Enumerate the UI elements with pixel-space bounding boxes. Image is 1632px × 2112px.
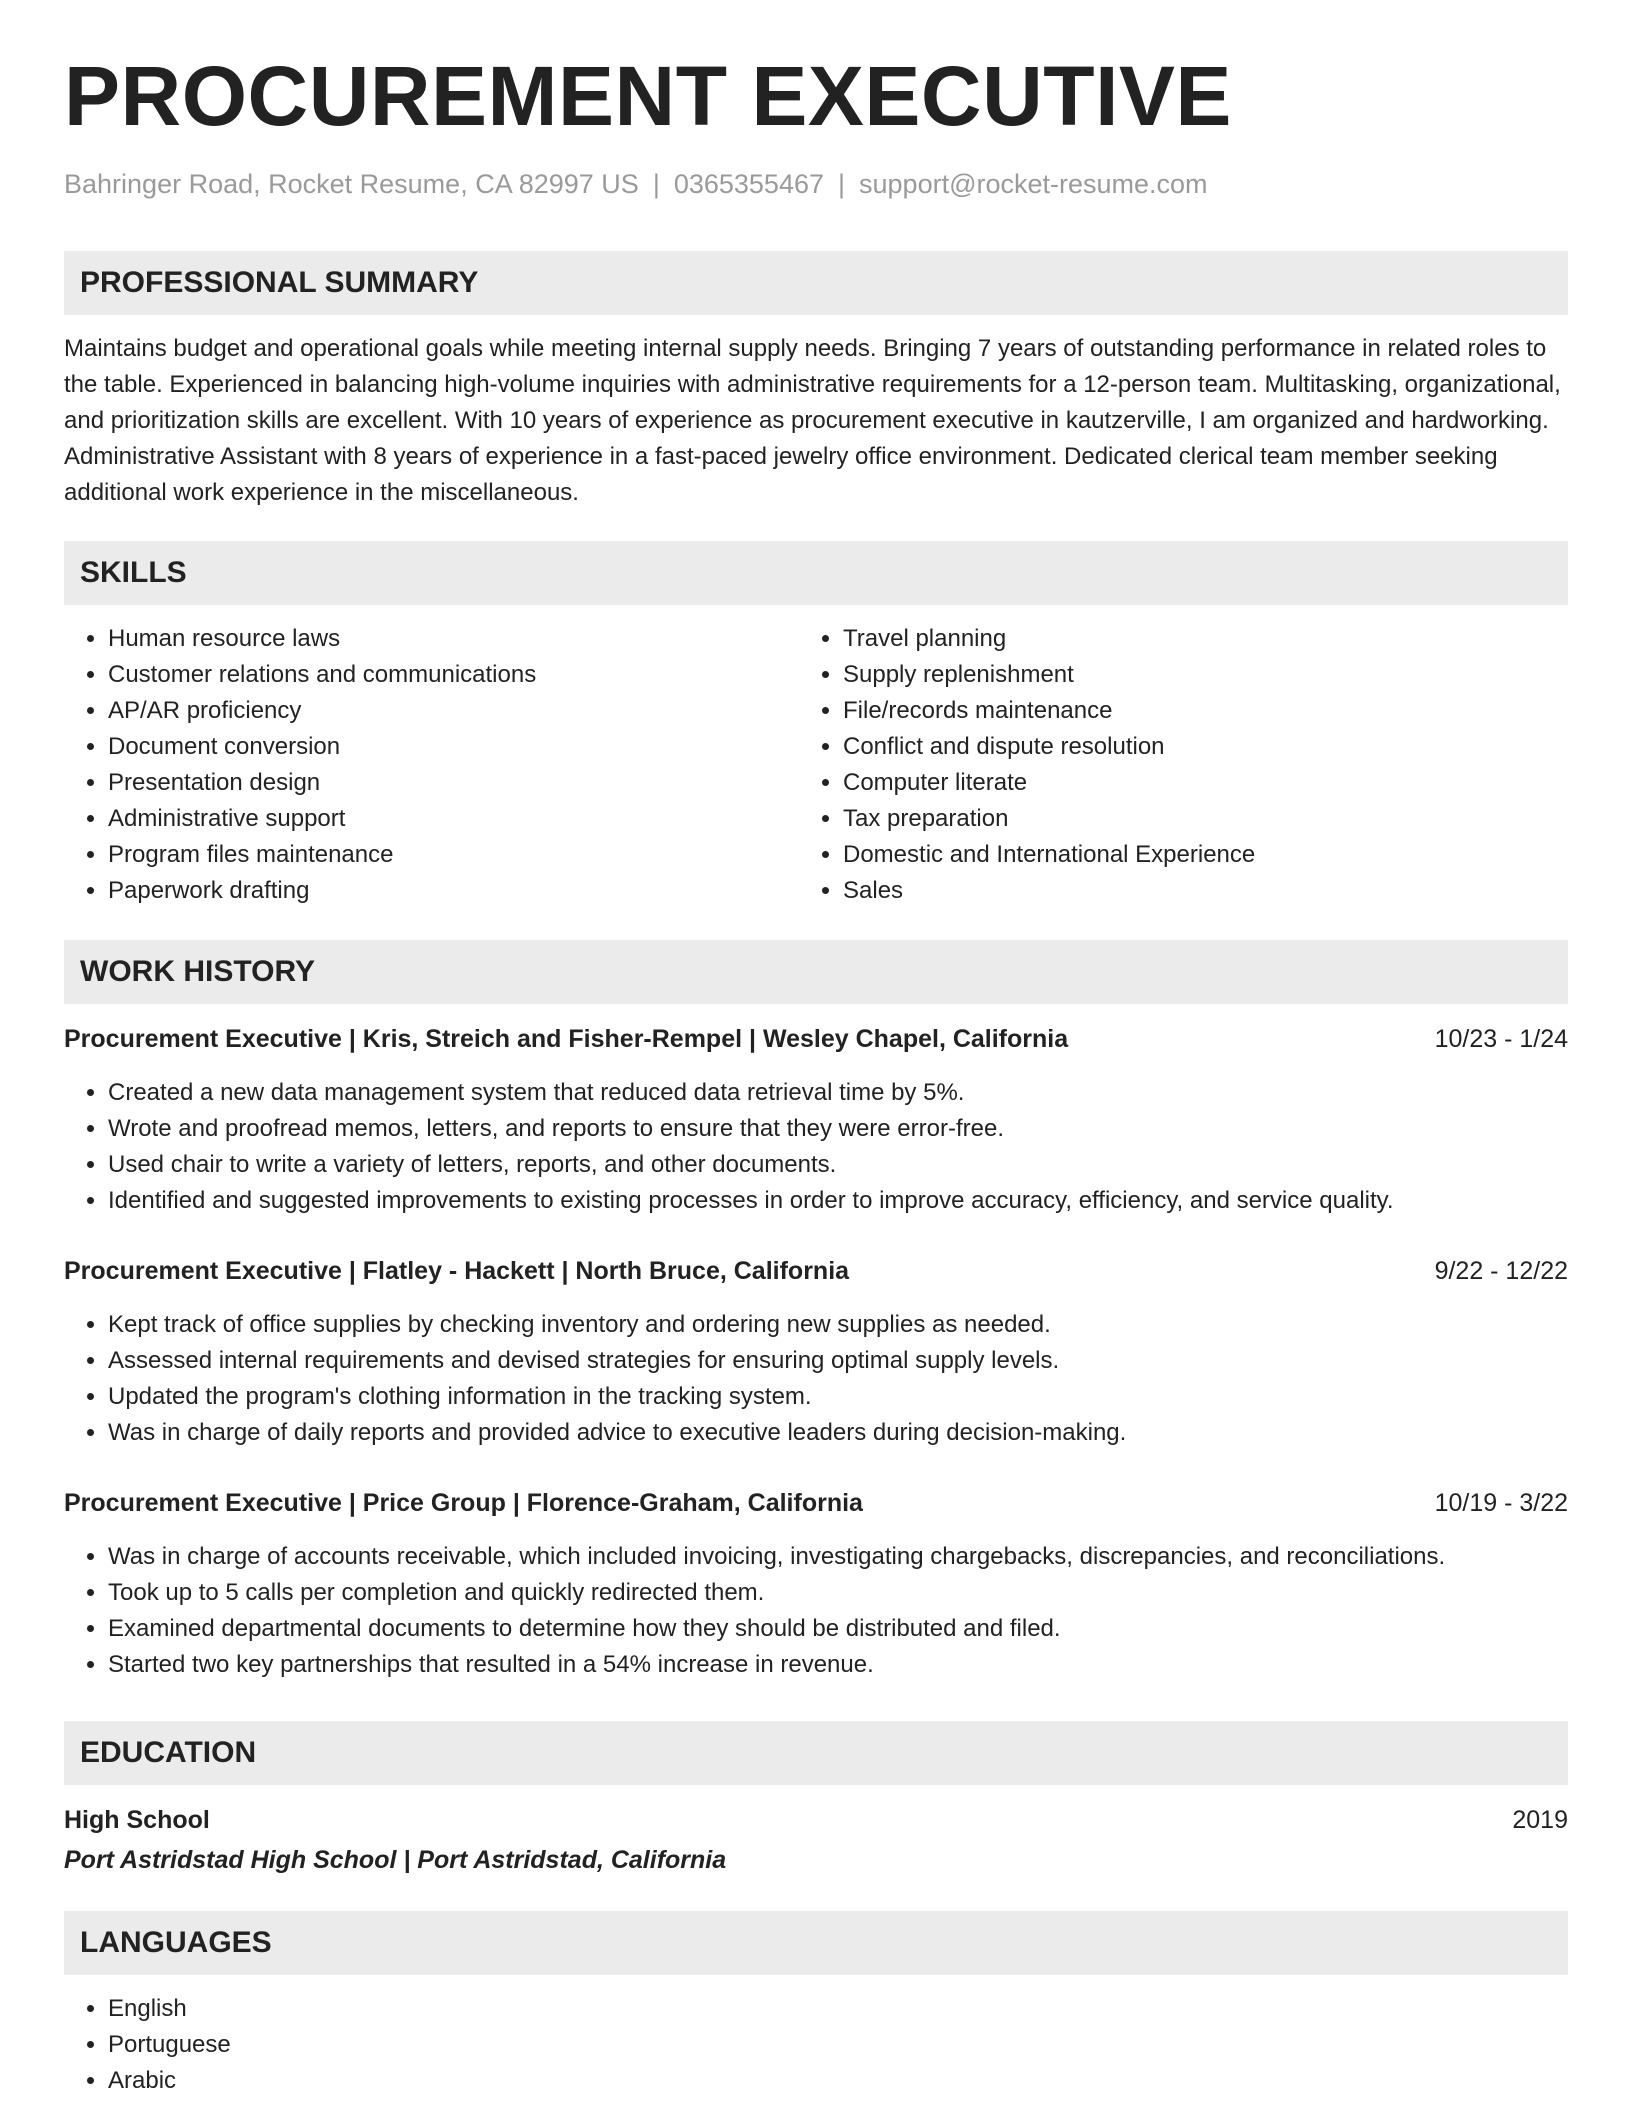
education-degree: High School [64,1806,210,1834]
language-item: • English [108,1991,231,2027]
skill-item: • Conflict and dispute resolution [843,729,1255,765]
job-bullet: • Started two key partnerships that resulted in a 54% increase in revenue. [108,1647,1445,1683]
skills-list-right [799,621,1255,909]
job-bullet: • Was in charge of accounts receivable, which included invoicing, investigating chargebacks, discrepancies, and reconciliations. [108,1539,1445,1575]
summary-heading: PROFESSIONAL SUMMARY [64,251,1568,315]
job-title: Procurement Executive | Price Group | Florence-Graham, California [64,1489,863,1517]
job-bullet: • Was in charge of daily reports and provided advice to executive leaders during decision-making. [108,1415,1126,1451]
work-heading: WORK HISTORY [64,940,1568,1004]
job-bullet: • Examined departmental documents to determine how they should be distributed and filed. [108,1611,1445,1647]
job-bullets [64,1075,1394,1219]
contact-separator: | [838,169,846,199]
skill-item: • Domestic and International Experience [843,837,1255,873]
contact-phone: 0365355467 [673,169,824,199]
job-bullets [64,1539,1445,1683]
summary-text: Maintains budget and operational goals while meeting internal supply needs. Bringing 7 years of outstanding performance in related roles to the table. Experienced in balancing high-volume inquiries with administrative requirements for a 12-person team. Multitasking, organizational, and prioritization skills are excellent. With 10 years of experience as procurement executive in kautzerville, I am organized and hardworking. Administrative Assistant with 8 years of experience in a fast-paced jewelry office environment. Dedicated clerical team member seeking additional work experience in the miscellaneous. [64,335,1561,506]
skill-item: • Document conversion [108,729,536,765]
job-dates: 9/22 - 12/22 [1434,1257,1568,1285]
job-dates: 10/23 - 1/24 [1434,1025,1568,1053]
language-item: • Portuguese [108,2027,231,2063]
job-title: Procurement Executive | Flatley - Hackett | North Bruce, California [64,1257,850,1285]
job-bullets [64,1307,1126,1451]
contact-address: Bahringer Road, Rocket Resume, CA 82997 US [64,169,639,199]
contact-line [64,168,1208,200]
languages-list [64,1991,231,2099]
skill-item: • Sales [843,873,1255,909]
languages-heading: LANGUAGES [64,1911,1568,1975]
skills-heading: SKILLS [64,541,1568,605]
skill-item: • AP/AR proficiency [108,693,536,729]
contact-separator: | [652,169,660,199]
skill-item: • Computer literate [843,765,1255,801]
job-bullet: • Wrote and proofread memos, letters, and reports to ensure that they were error-free. [108,1111,1394,1147]
skill-item: • File/records maintenance [843,693,1255,729]
skill-item: • Customer relations and communications [108,657,536,693]
skill-item: • Administrative support [108,801,536,837]
skill-item: • Presentation design [108,765,536,801]
job-bullet: • Assessed internal requirements and devised strategies for ensuring optimal supply levels. [108,1343,1126,1379]
skill-item: • Supply replenishment [843,657,1255,693]
contact-email: support@rocket-resume.com [859,169,1208,199]
skill-item: • Paperwork drafting [108,873,536,909]
job-dates: 10/19 - 3/22 [1434,1489,1568,1517]
skill-item: • Travel planning [843,621,1255,657]
skill-item: • Program files maintenance [108,837,536,873]
job-bullet: • Identified and suggested improvements to existing processes in order to improve accuracy, efficiency, and service quality. [108,1183,1394,1219]
job-title: Procurement Executive | Kris, Streich and Fisher-Rempel | Wesley Chapel, California [64,1025,1069,1053]
job-bullet: • Created a new data management system that reduced data retrieval time by 5%. [108,1075,1394,1111]
education-year: 2019 [1512,1806,1568,1834]
language-item: • Arabic [108,2063,231,2099]
skill-item: • Tax preparation [843,801,1255,837]
job-bullet: • Updated the program's clothing information in the tracking system. [108,1379,1126,1415]
education-school: Port Astridstad High School | Port Astridstad, California [64,1846,727,1874]
job-bullet: • Used chair to write a variety of letters, reports, and other documents. [108,1147,1394,1183]
job-bullet: • Took up to 5 calls per completion and quickly redirected them. [108,1575,1445,1611]
skill-item: • Human resource laws [108,621,536,657]
education-heading: EDUCATION [64,1721,1568,1785]
candidate-name: PROCUREMENT EXECUTIVE [64,49,1232,143]
skills-list-left [64,621,536,909]
job-bullet: • Kept track of office supplies by checking inventory and ordering new supplies as needed. [108,1307,1126,1343]
